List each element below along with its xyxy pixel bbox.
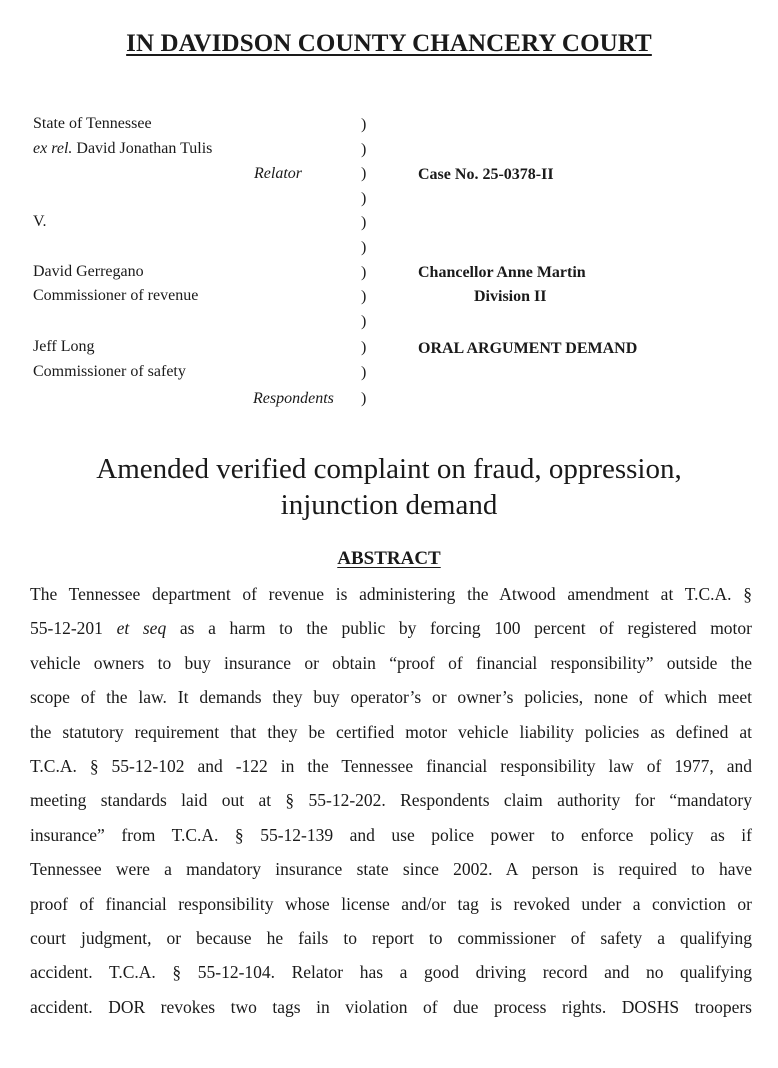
caption-paren: ) bbox=[361, 116, 367, 133]
caption-paren: ) bbox=[361, 214, 367, 231]
caption-paren: ) bbox=[361, 390, 367, 407]
abstract-body bbox=[30, 577, 752, 1024]
abstract-line: scope of the law. It demands they buy operator’s or owner’s policies, none of which meet bbox=[30, 687, 752, 708]
chancellor-name: Chancellor Anne Martin bbox=[418, 264, 586, 281]
et-seq-italic: et seq bbox=[116, 618, 167, 639]
relator-name: David Jonathan Tulis bbox=[76, 140, 213, 157]
court-title: IN DAVIDSON COUNTY CHANCERY COURT bbox=[126, 30, 652, 57]
respondent2-name: Jeff Long bbox=[33, 338, 95, 355]
document-title-line: Amended verified complaint on fraud, oppression, bbox=[96, 453, 682, 485]
caption-paren: ) bbox=[361, 264, 367, 281]
respondent2-title: Commissioner of safety bbox=[33, 363, 186, 380]
respondent1-name: David Gerregano bbox=[33, 263, 144, 280]
ex-rel-prefix: ex rel. bbox=[33, 140, 73, 157]
respondents-label: Respondents bbox=[253, 390, 334, 407]
plaintiff-ex-rel bbox=[33, 139, 212, 159]
abstract-line: court judgment, or because he fails to report to commissioner of safety a qualifying bbox=[30, 927, 752, 948]
abstract-line: T.C.A. § 55-12-102 and -122 in the Tennessee financial responsibility law of 1977, and bbox=[30, 755, 752, 776]
abstract-line: Tennessee were a mandatory insurance state since 2002. A person is required to have bbox=[30, 859, 752, 880]
caption-paren: ) bbox=[361, 141, 367, 158]
abstract-line: accident. T.C.A. § 55-12-104. Relator has a good driving record and no qualifying bbox=[30, 962, 752, 983]
abstract-line: proof of financial responsibility whose license and/or tag is revoked under a conviction or bbox=[30, 893, 752, 914]
abstract-line: The Tennessee department of revenue is administering the Atwood amendment at T.C.A. § bbox=[30, 584, 752, 604]
oral-argument-demand: ORAL ARGUMENT DEMAND bbox=[418, 340, 638, 357]
case-number: Case No. 25-0378-II bbox=[418, 166, 554, 183]
abstract-line: the statutory requirement that they be certified motor vehicle liability policies as defined at bbox=[30, 721, 752, 742]
respondent1-title: Commissioner of revenue bbox=[33, 287, 199, 304]
abstract-line: accident. DOR revokes two tags in violation of due process rights. DOSHS troopers bbox=[30, 996, 752, 1017]
caption-paren: ) bbox=[361, 239, 367, 256]
abstract-line: insurance” from T.C.A. § 55-12-139 and use police power to enforce policy as if bbox=[30, 824, 752, 845]
versus-label: V. bbox=[33, 213, 47, 230]
plaintiff-name: State of Tennessee bbox=[33, 115, 152, 132]
caption-paren: ) bbox=[361, 339, 367, 356]
abstract-line: meeting standards laid out at § 55-12-202. Respondents claim authority for “mandatory bbox=[30, 790, 752, 811]
caption-paren: ) bbox=[361, 364, 367, 381]
relator-label: Relator bbox=[254, 165, 302, 182]
document-title bbox=[0, 451, 778, 523]
division-label: Division II bbox=[474, 288, 547, 305]
document-title-line: injunction demand bbox=[280, 489, 498, 521]
caption-paren: ) bbox=[361, 190, 367, 207]
caption-paren: ) bbox=[361, 313, 367, 330]
abstract-line: 55-12-201 et seq as a harm to the public by forcing 100 percent of registered motor bbox=[30, 618, 752, 639]
caption-paren: ) bbox=[361, 288, 367, 305]
abstract-heading: ABSTRACT bbox=[337, 548, 441, 569]
abstract-line: vehicle owners to buy insurance or obtain “proof of financial responsibility” outside the bbox=[30, 652, 752, 673]
caption-paren: ) bbox=[361, 165, 367, 182]
